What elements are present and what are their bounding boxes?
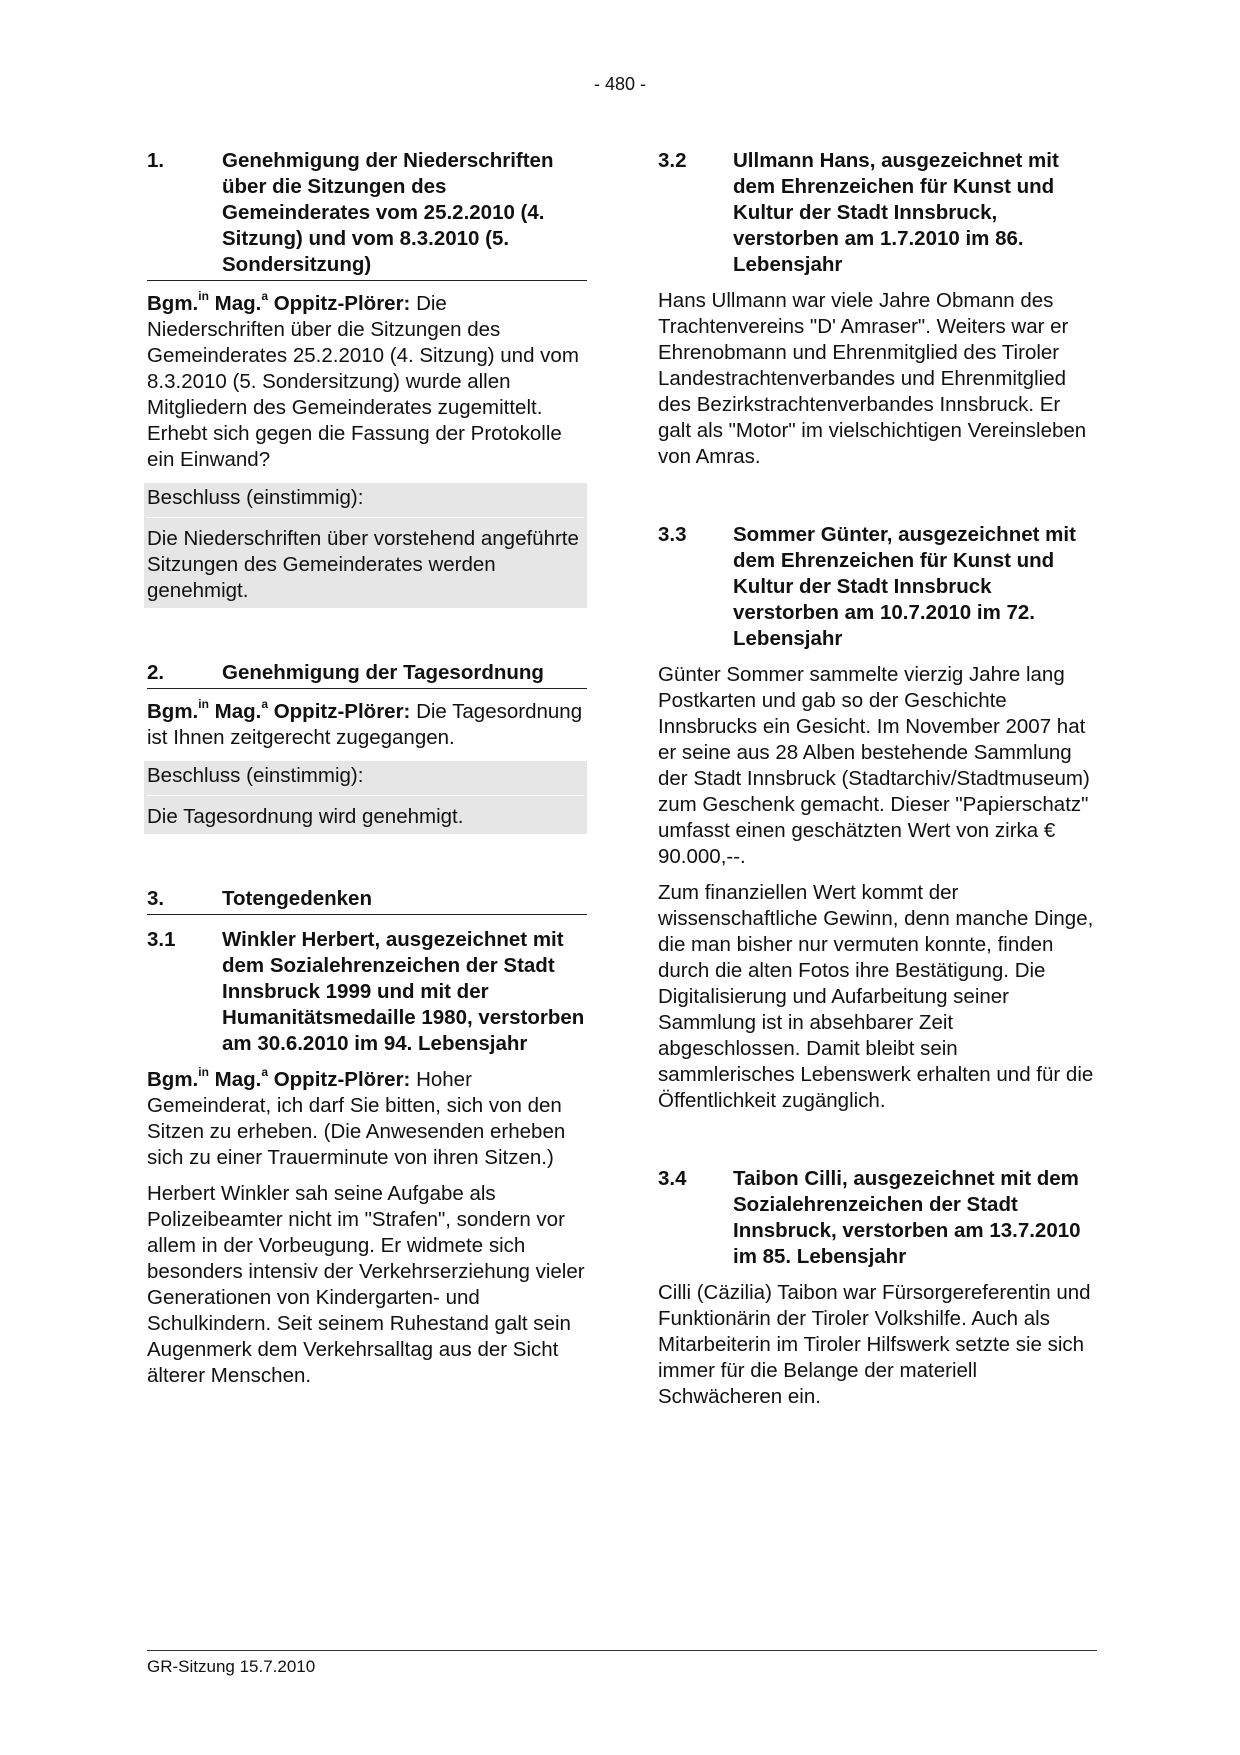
left-column <box>147 148 587 1389</box>
decision-label: Beschluss (einstimmig): <box>147 483 584 518</box>
speaker-name: Bgm.$^{in}$ Mag.$^a$ Oppitz-Plörer: <box>147 289 411 315</box>
decision-label: Beschluss (einstimmig): <box>147 761 584 796</box>
section-number: 1. <box>147 149 165 172</box>
decision-box <box>144 761 587 834</box>
speaker-name: Bgm.$^{in}$ Mag.$^a$ Oppitz-Plörer: <box>147 1065 411 1091</box>
section-title: Genehmigung der Tagesordnung <box>222 661 544 684</box>
section-3-2-heading <box>658 148 1098 278</box>
body-paragraph: Hans Ullmann war viele Jahre Obmann des Trachtenvereins "D' Amraser". Weiters war er Ehrenobmann und Ehrenmitglied des Tiroler Landestrachtenverbandes und Ehrenmitglied des Bezirkstrachtenverbandes Innsbruck. Er galt als "Motor" im vielschichtigen Vereinsleben von Amras. <box>658 289 1087 468</box>
section-title: Ullmann Hans, ausgezeichnet mit dem Ehrenzeichen für Kunst und Kultur der Stadt Innsbruck, verstorben am 1.7.2010 im 86. Lebensjahr <box>733 149 1059 276</box>
speech-paragraph: Bgm.$^{in}$ Mag.$^a$ Oppitz-Plörer: Die Niederschriften über die Sitzungen des Gemeinderates 25.2.2010 (4. Sitzung) und vom 8.3.2010 (5. Sondersitzung) wurde allen Mitgliedern des Gemeinderates zugemittelt. Erhebt sich gegen die Fassung der Protokolle ein Einwand? <box>147 289 579 471</box>
body-paragraph: Günter Sommer sammelte vierzig Jahre lang Postkarten und gab so der Geschichte Innsbrucks ein Gesicht. Im November 2007 hat er seine aus 28 Alben bestehende Sammlung der Stadt Innsbruck (Stadtarchiv/Stadtmuseum) zum Geschenk gemacht. Dieser "Papierschatz" umfasst einen geschätzten Wert von zirka € 90.000,--. <box>658 663 1090 868</box>
decision-text: Die Tagesordnung wird genehmigt. <box>147 805 464 828</box>
section-title: Genehmigung der Niederschriften über die Sitzungen des Gemeinderates vom 25.2.2010 (4. Sitzung) und vom 8.3.2010 (5. Sondersitzung) <box>222 149 554 276</box>
section-number: 3.1 <box>147 928 176 951</box>
body-paragraph: Herbert Winkler sah seine Aufgabe als Polizeibeamter nicht im "Strafen", sondern vor allem in der Vorbeugung. Er widmete sich besonders intensiv der Verkehrserziehung vieler Generationen von Kindergarten- und Schulkindern. Seit seinem Ruhestand galt sein Augenmerk dem Verkehrsalltag aus der Sicht älterer Menschen. <box>147 1182 585 1387</box>
right-column <box>658 148 1098 1410</box>
section-title: Winkler Herbert, ausgezeichnet mit dem Sozialehrenzeichen der Stadt Innsbruck 1999 und mit der Humanitätsmedaille 1980, verstorben am 30.6.2010 im 94. Lebensjahr <box>222 928 585 1055</box>
section-3-1-heading <box>147 927 587 1057</box>
section-number: 2. <box>147 661 165 684</box>
footer-divider <box>147 1650 1097 1651</box>
page-number: - 480 - <box>593 74 647 94</box>
section-3-heading <box>147 886 587 915</box>
body-paragraph: Cilli (Cäzilia) Taibon war Fürsorgereferentin und Funktionärin der Tiroler Volkshilfe. Auch als Mitarbeiterin im Tiroler Hilfswerk setzte sie sich immer für die Belange der materiell Schwächeren ein. <box>658 1281 1091 1408</box>
footer-text: GR-Sitzung 15.7.2010 <box>147 1657 316 1676</box>
section-2-heading <box>147 660 587 689</box>
decision-box <box>144 483 587 608</box>
speaker-name: Bgm.$^{in}$ Mag.$^a$ Oppitz-Plörer: <box>147 697 411 723</box>
speech-paragraph: Bgm.$^{in}$ Mag.$^a$ Oppitz-Plörer: Hoher Gemeinderat, ich darf Sie bitten, sich von den Sitzen zu erheben. (Die Anwesenden erheben sich zu einer Trauerminute von ihren Sitzen.) <box>147 1065 566 1169</box>
section-number: 3.2 <box>658 149 687 172</box>
section-title: Taibon Cilli, ausgezeichnet mit dem Sozialehrenzeichen der Stadt Innsbruck, verstorben am 13.7.2010 im 85. Lebensjahr <box>733 1167 1081 1268</box>
section-title: Totengedenken <box>222 887 372 910</box>
body-paragraph: Zum finanziellen Wert kommt der wissenschaftliche Gewinn, denn manche Dinge, die man bisher nur vermuten konnte, finden durch die alten Fotos ihre Bestätigung. Die Digitalisierung und Aufarbeitung seiner Sammlung ist in absehbarer Zeit abgeschlossen. Damit bleibt sein sammlerisches Lebenswerk erhalten und für die Öffentlichkeit zugänglich. <box>658 881 1094 1112</box>
speech-paragraph: Bgm.$^{in}$ Mag.$^a$ Oppitz-Plörer: Die Tagesordnung ist Ihnen zeitgerecht zugegangen. <box>147 697 583 749</box>
section-number: 3.4 <box>658 1167 687 1190</box>
section-number: 3.3 <box>658 523 687 546</box>
section-number: 3. <box>147 887 165 910</box>
section-title: Sommer Günter, ausgezeichnet mit dem Ehrenzeichen für Kunst und Kultur der Stadt Innsbruck verstorben am 10.7.2010 im 72. Lebensjahr <box>733 523 1076 650</box>
section-3-3-heading <box>658 522 1098 652</box>
section-3-4-heading <box>658 1166 1098 1270</box>
section-1-heading <box>147 148 587 281</box>
decision-text: Die Niederschriften über vorstehend angeführte Sitzungen des Gemeinderates werden genehmigt. <box>147 527 579 602</box>
